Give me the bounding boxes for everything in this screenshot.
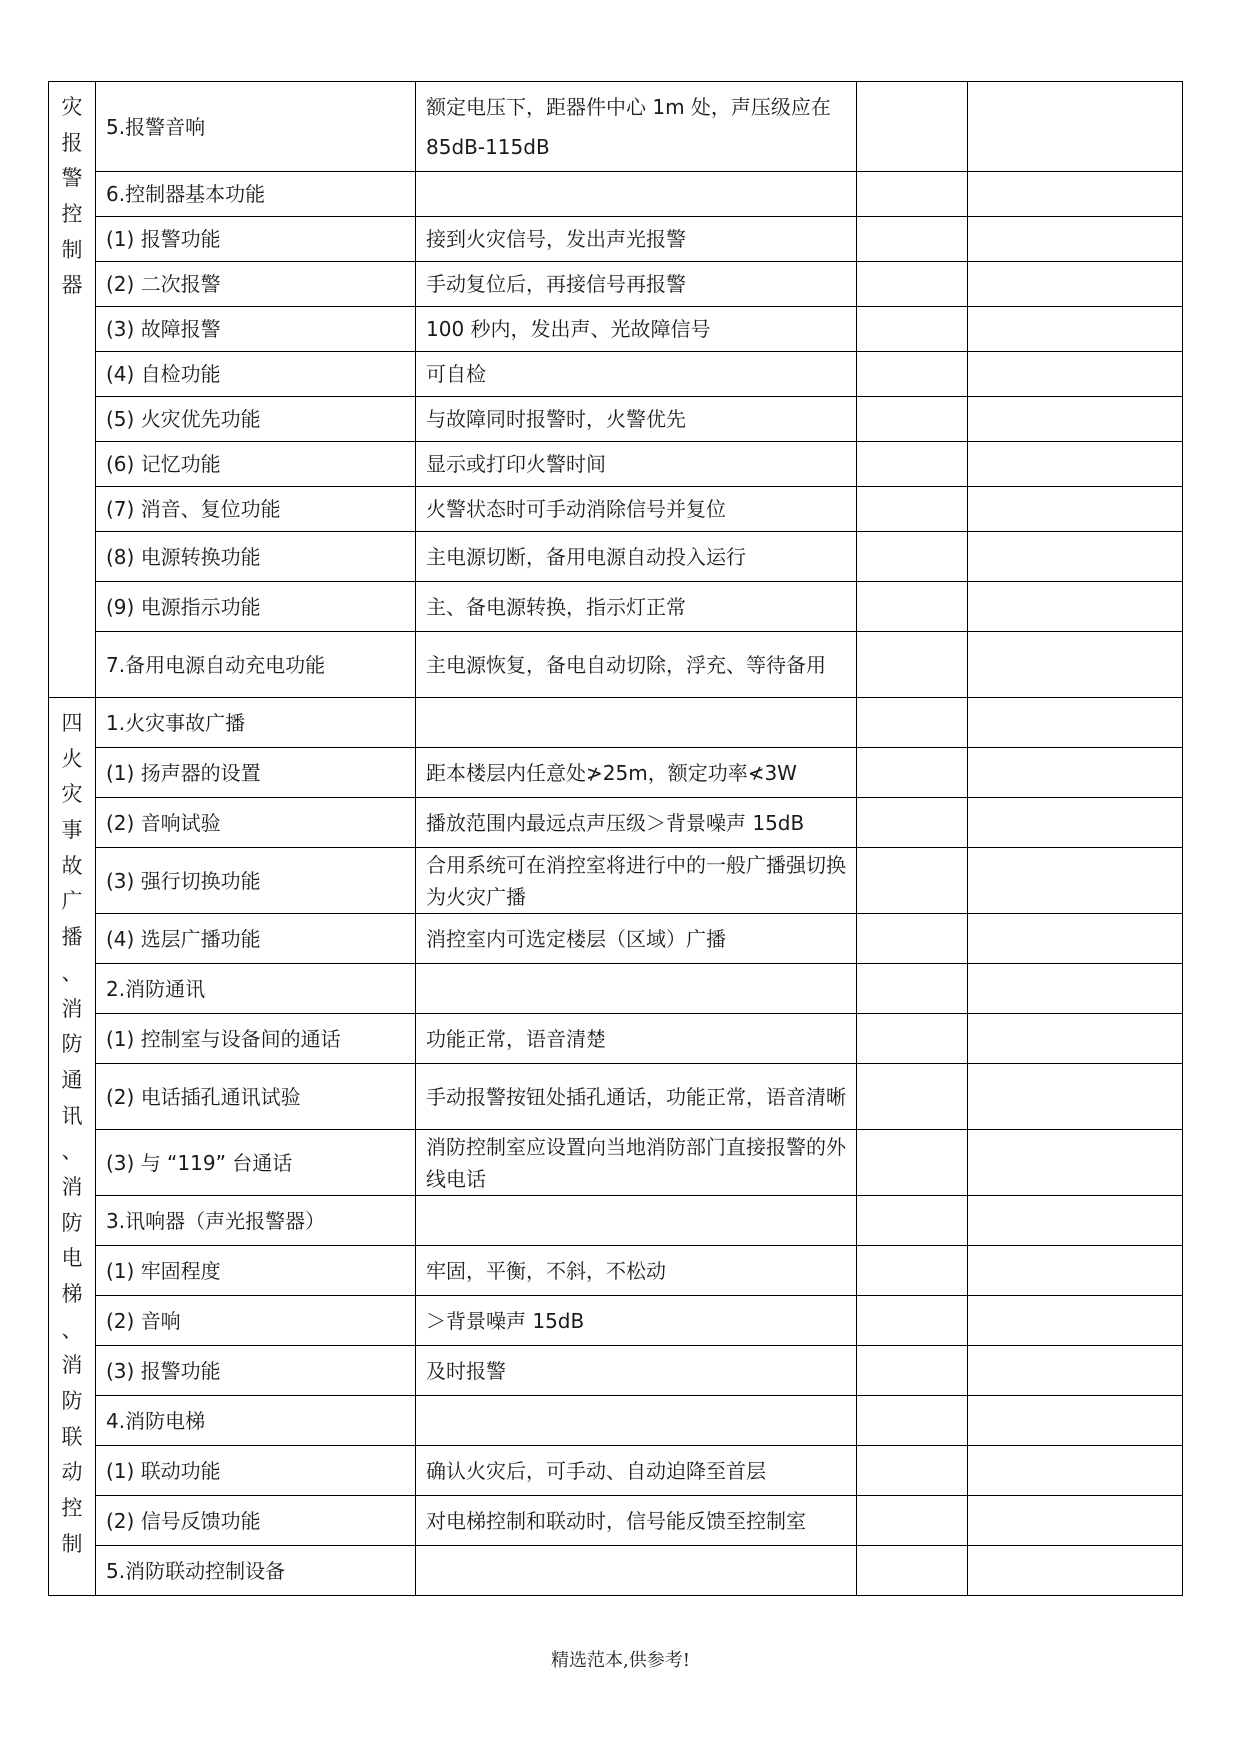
result-cell — [857, 532, 968, 582]
category-char: 通 — [61, 1067, 83, 1092]
inspection-table — [48, 81, 1183, 1596]
result-cell — [857, 698, 968, 748]
result-cell — [857, 748, 968, 798]
item-cell: (2) 二次报警 — [96, 262, 416, 307]
remark-cell — [968, 1396, 1183, 1446]
table-row — [49, 1496, 1183, 1546]
table-row — [49, 698, 1183, 748]
requirement-cell: 显示或打印火警时间 — [416, 442, 857, 487]
table-row — [49, 82, 1183, 172]
remark-cell — [968, 1196, 1183, 1246]
remark-cell — [968, 352, 1183, 397]
item-cell: 4.消防电梯 — [96, 1396, 416, 1446]
item-cell: (2) 信号反馈功能 — [96, 1496, 416, 1546]
requirement-cell: 额定电压下，距器件中心 1m 处，声压级应在 85dB-115dB — [416, 82, 857, 172]
category-char: 消 — [61, 996, 83, 1021]
table-row — [49, 914, 1183, 964]
category-cell-c1 — [49, 82, 96, 698]
item-cell: 5.消防联动控制设备 — [96, 1546, 416, 1596]
category-char: 防 — [61, 1032, 83, 1057]
requirement-cell: 确认火灾后，可手动、自动迫降至首层 — [416, 1446, 857, 1496]
remark-cell — [968, 582, 1183, 632]
item-cell: (1) 报警功能 — [96, 217, 416, 262]
requirement-cell: 与故障同时报警时，火警优先 — [416, 397, 857, 442]
category-char: 讯 — [61, 1103, 83, 1128]
item-cell: (3) 故障报警 — [96, 307, 416, 352]
category-char: 播 — [61, 925, 83, 950]
result-cell — [857, 82, 968, 172]
table-row — [49, 217, 1183, 262]
requirement-cell: 手动复位后，再接信号再报警 — [416, 262, 857, 307]
remark-cell — [968, 172, 1183, 217]
remark-cell — [968, 698, 1183, 748]
item-cell: (4) 选层广播功能 — [96, 914, 416, 964]
result-cell — [857, 1496, 968, 1546]
item-cell: (1) 控制室与设备间的通话 — [96, 1014, 416, 1064]
requirement-cell: 接到火灾信号，发出声光报警 — [416, 217, 857, 262]
remark-cell — [968, 1130, 1183, 1196]
category-char: 火 — [61, 746, 83, 771]
category-char: 控 — [61, 202, 83, 227]
requirement-cell: 消防控制室应设置向当地消防部门直接报警的外线电话 — [416, 1130, 857, 1196]
category-char: 控 — [61, 1496, 83, 1521]
category-char: 器 — [61, 273, 83, 298]
table-row — [49, 1396, 1183, 1446]
requirement-cell — [416, 1196, 857, 1246]
result-cell — [857, 172, 968, 217]
table-row — [49, 262, 1183, 307]
requirement-cell — [416, 964, 857, 1014]
requirement-cell: 合用系统可在消控室将进行中的一般广播强切换为火灾广播 — [416, 848, 857, 914]
item-cell: 6.控制器基本功能 — [96, 172, 416, 217]
requirement-cell: 主电源切断，备用电源自动投入运行 — [416, 532, 857, 582]
item-cell: 3.讯响器（声光报警器） — [96, 1196, 416, 1246]
item-cell: (3) 报警功能 — [96, 1346, 416, 1396]
remark-cell — [968, 1346, 1183, 1396]
result-cell — [857, 964, 968, 1014]
item-cell: (1) 牢固程度 — [96, 1246, 416, 1296]
table-row — [49, 487, 1183, 532]
table-row — [49, 1446, 1183, 1496]
item-cell: 1.火灾事故广播 — [96, 698, 416, 748]
category-char: 事 — [61, 818, 83, 843]
item-cell: (7) 消音、复位功能 — [96, 487, 416, 532]
item-cell: 2.消防通讯 — [96, 964, 416, 1014]
table-row — [49, 848, 1183, 914]
requirement-cell: 牢固，平衡，不斜，不松动 — [416, 1246, 857, 1296]
requirement-cell: 100 秒内，发出声、光故障信号 — [416, 307, 857, 352]
result-cell — [857, 442, 968, 487]
category-char: 梯 — [61, 1282, 83, 1306]
requirement-cell: ＞背景噪声 15dB — [416, 1296, 857, 1346]
remark-cell — [968, 1296, 1183, 1346]
result-cell — [857, 1346, 968, 1396]
result-cell — [857, 352, 968, 397]
table-row — [49, 964, 1183, 1014]
category-char: 四 — [61, 711, 83, 735]
table-body — [49, 82, 1183, 1596]
requirement-cell: 火警状态时可手动消除信号并复位 — [416, 487, 857, 532]
category-char: 、 — [61, 1317, 83, 1342]
result-cell — [857, 582, 968, 632]
table-row — [49, 352, 1183, 397]
result-cell — [857, 1546, 968, 1596]
result-cell — [857, 307, 968, 352]
result-cell — [857, 632, 968, 698]
category-char: 消 — [61, 1353, 83, 1378]
table-row — [49, 1346, 1183, 1396]
remark-cell — [968, 848, 1183, 914]
table-row — [49, 307, 1183, 352]
category-char: 、 — [61, 1139, 83, 1164]
item-cell: (4) 自检功能 — [96, 352, 416, 397]
result-cell — [857, 848, 968, 914]
item-cell: (2) 音响 — [96, 1296, 416, 1346]
table-row — [49, 172, 1183, 217]
requirement-cell: 手动报警按钮处插孔通话，功能正常，语音清晰 — [416, 1064, 857, 1130]
result-cell — [857, 1064, 968, 1130]
table-row — [49, 1296, 1183, 1346]
remark-cell — [968, 442, 1183, 487]
requirement-cell: 主、备电源转换，指示灯正常 — [416, 582, 857, 632]
table-row — [49, 632, 1183, 698]
table-row — [49, 1196, 1183, 1246]
remark-cell — [968, 1246, 1183, 1296]
requirement-cell — [416, 172, 857, 217]
result-cell — [857, 487, 968, 532]
category-char: 广 — [61, 889, 83, 914]
category-char: 制 — [61, 1531, 83, 1556]
remark-cell — [968, 262, 1183, 307]
item-cell: (8) 电源转换功能 — [96, 532, 416, 582]
requirement-cell — [416, 1396, 857, 1446]
category-char: 消 — [61, 1174, 83, 1199]
table-row — [49, 1246, 1183, 1296]
requirement-cell: 对电梯控制和联动时，信号能反馈至控制室 — [416, 1496, 857, 1546]
category-char: 动 — [61, 1460, 83, 1485]
category-cell-c2 — [49, 698, 96, 1596]
table-row — [49, 532, 1183, 582]
result-cell — [857, 1246, 968, 1296]
result-cell — [857, 1014, 968, 1064]
requirement-cell: 主电源恢复，备电自动切除，浮充、等待备用 — [416, 632, 857, 698]
item-cell: (1) 扬声器的设置 — [96, 748, 416, 798]
item-cell: (3) 强行切换功能 — [96, 848, 416, 914]
category-char: 联 — [61, 1424, 83, 1449]
item-cell: (2) 电话插孔通讯试验 — [96, 1064, 416, 1130]
remark-cell — [968, 1446, 1183, 1496]
item-cell: (1) 联动功能 — [96, 1446, 416, 1496]
result-cell — [857, 914, 968, 964]
remark-cell — [968, 1064, 1183, 1130]
requirement-cell — [416, 698, 857, 748]
item-cell: 7.备用电源自动充电功能 — [96, 632, 416, 698]
category-char: 报 — [61, 130, 83, 155]
requirement-cell: 播放范围内最远点声压级＞背景噪声 15dB — [416, 798, 857, 848]
requirement-cell: 及时报警 — [416, 1346, 857, 1396]
table-row — [49, 748, 1183, 798]
result-cell — [857, 397, 968, 442]
requirement-cell: 功能正常，语音清楚 — [416, 1014, 857, 1064]
result-cell — [857, 1396, 968, 1446]
table-row — [49, 397, 1183, 442]
result-cell — [857, 217, 968, 262]
result-cell — [857, 1446, 968, 1496]
remark-cell — [968, 1546, 1183, 1596]
result-cell — [857, 262, 968, 307]
table-row — [49, 1014, 1183, 1064]
item-cell: (3) 与 “119” 台通话 — [96, 1130, 416, 1196]
category-char: 防 — [61, 1210, 83, 1235]
remark-cell — [968, 1496, 1183, 1546]
remark-cell — [968, 798, 1183, 848]
table-row — [49, 442, 1183, 487]
item-cell: 5.报警音响 — [96, 82, 416, 172]
category-char: 警 — [61, 166, 83, 191]
remark-cell — [968, 964, 1183, 1014]
result-cell — [857, 798, 968, 848]
category-char: 灾 — [61, 95, 83, 119]
remark-cell — [968, 532, 1183, 582]
page-footer: 精选范本,供参考! — [551, 1650, 690, 1671]
requirement-cell: 消控室内可选定楼层（区域）广播 — [416, 914, 857, 964]
table-row — [49, 1546, 1183, 1596]
category-char: 电 — [61, 1246, 83, 1271]
requirement-cell: 距本楼层内任意处≯25m，额定功率≮3W — [416, 748, 857, 798]
item-cell: (6) 记忆功能 — [96, 442, 416, 487]
remark-cell — [968, 1014, 1183, 1064]
category-char: 防 — [61, 1389, 83, 1414]
remark-cell — [968, 397, 1183, 442]
requirement-cell — [416, 1546, 857, 1596]
category-char: 、 — [61, 960, 83, 985]
item-cell: (9) 电源指示功能 — [96, 582, 416, 632]
remark-cell — [968, 748, 1183, 798]
remark-cell — [968, 307, 1183, 352]
category-char: 故 — [61, 853, 83, 878]
result-cell — [857, 1296, 968, 1346]
category-char: 制 — [61, 237, 83, 262]
table-row — [49, 1130, 1183, 1196]
remark-cell — [968, 82, 1183, 172]
requirement-cell: 可自检 — [416, 352, 857, 397]
remark-cell — [968, 217, 1183, 262]
result-cell — [857, 1196, 968, 1246]
item-cell: (5) 火灾优先功能 — [96, 397, 416, 442]
table-row — [49, 1064, 1183, 1130]
table-row — [49, 582, 1183, 632]
category-char: 灾 — [61, 782, 83, 807]
remark-cell — [968, 487, 1183, 532]
remark-cell — [968, 914, 1183, 964]
table-row — [49, 798, 1183, 848]
result-cell — [857, 1130, 968, 1196]
remark-cell — [968, 632, 1183, 698]
item-cell: (2) 音响试验 — [96, 798, 416, 848]
